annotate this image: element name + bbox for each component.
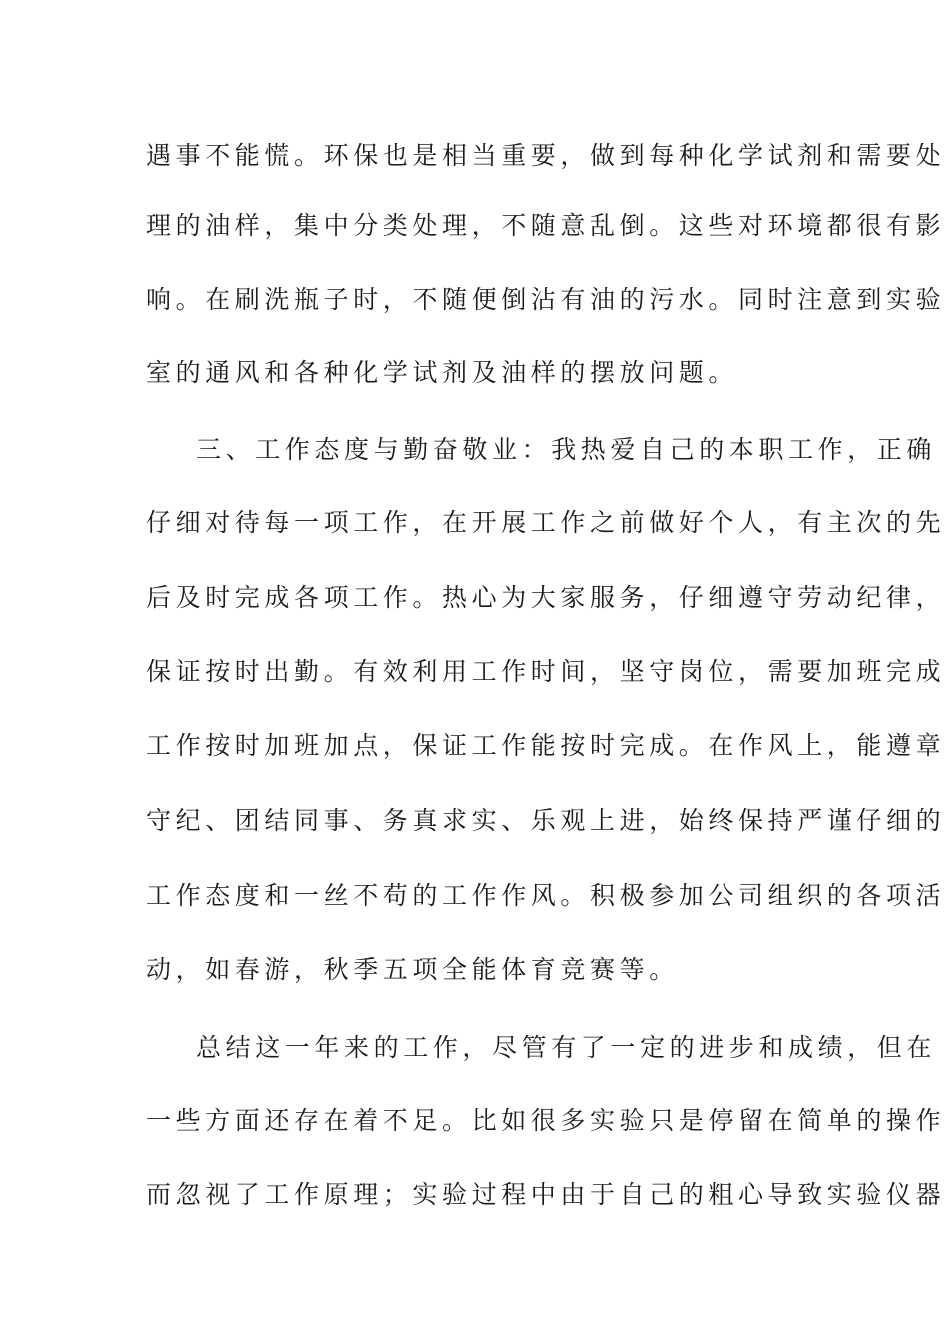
paragraph-start-line: 三、工作态度与勤奋敬业：我热爱自己的本职工作，正确 (196, 435, 937, 464)
text-line: 遇事不能慌。环保也是相当重要，做到每种化学试剂和需要处 (146, 141, 946, 170)
text-line: 保证按时出勤。有效利用工作时间，坚守岗位，需要加班完成 (146, 657, 946, 686)
text-line: 响。在刷洗瓶子时，不随便倒沾有油的污水。同时注意到实验 (146, 285, 946, 314)
text-line: 动，如春游，秋季五项全能体育竞赛等。 (146, 955, 679, 984)
text-line: 室的通风和各种化学试剂及油样的摆放问题。 (146, 358, 739, 387)
text-line: 守纪、团结同事、务真求实、乐观上进，始终保持严谨仔细的 (146, 806, 946, 835)
text-line: 仔细对待每一项工作，在开展工作之前做好个人，有主次的先 (146, 508, 946, 537)
text-line: 工作按时加班加点，保证工作能按时完成。在作风上，能遵章 (146, 731, 946, 760)
text-line: 后及时完成各项工作。热心为大家服务，仔细遵守劳动纪律， (146, 583, 946, 612)
text-line: 而忽视了工作原理；实验过程中由于自己的粗心导致实验仪器 (146, 1180, 946, 1209)
text-line: 一些方面还存在着不足。比如很多实验只是停留在简单的操作 (146, 1106, 946, 1135)
text-line: 理的油样，集中分类处理，不随意乱倒。这些对环境都很有影 (146, 211, 946, 240)
text-line: 工作态度和一丝不苟的工作作风。积极参加公司组织的各项活 (146, 881, 946, 910)
paragraph-start-line: 总结这一年来的工作，尽管有了一定的进步和成绩，但在 (196, 1033, 937, 1062)
